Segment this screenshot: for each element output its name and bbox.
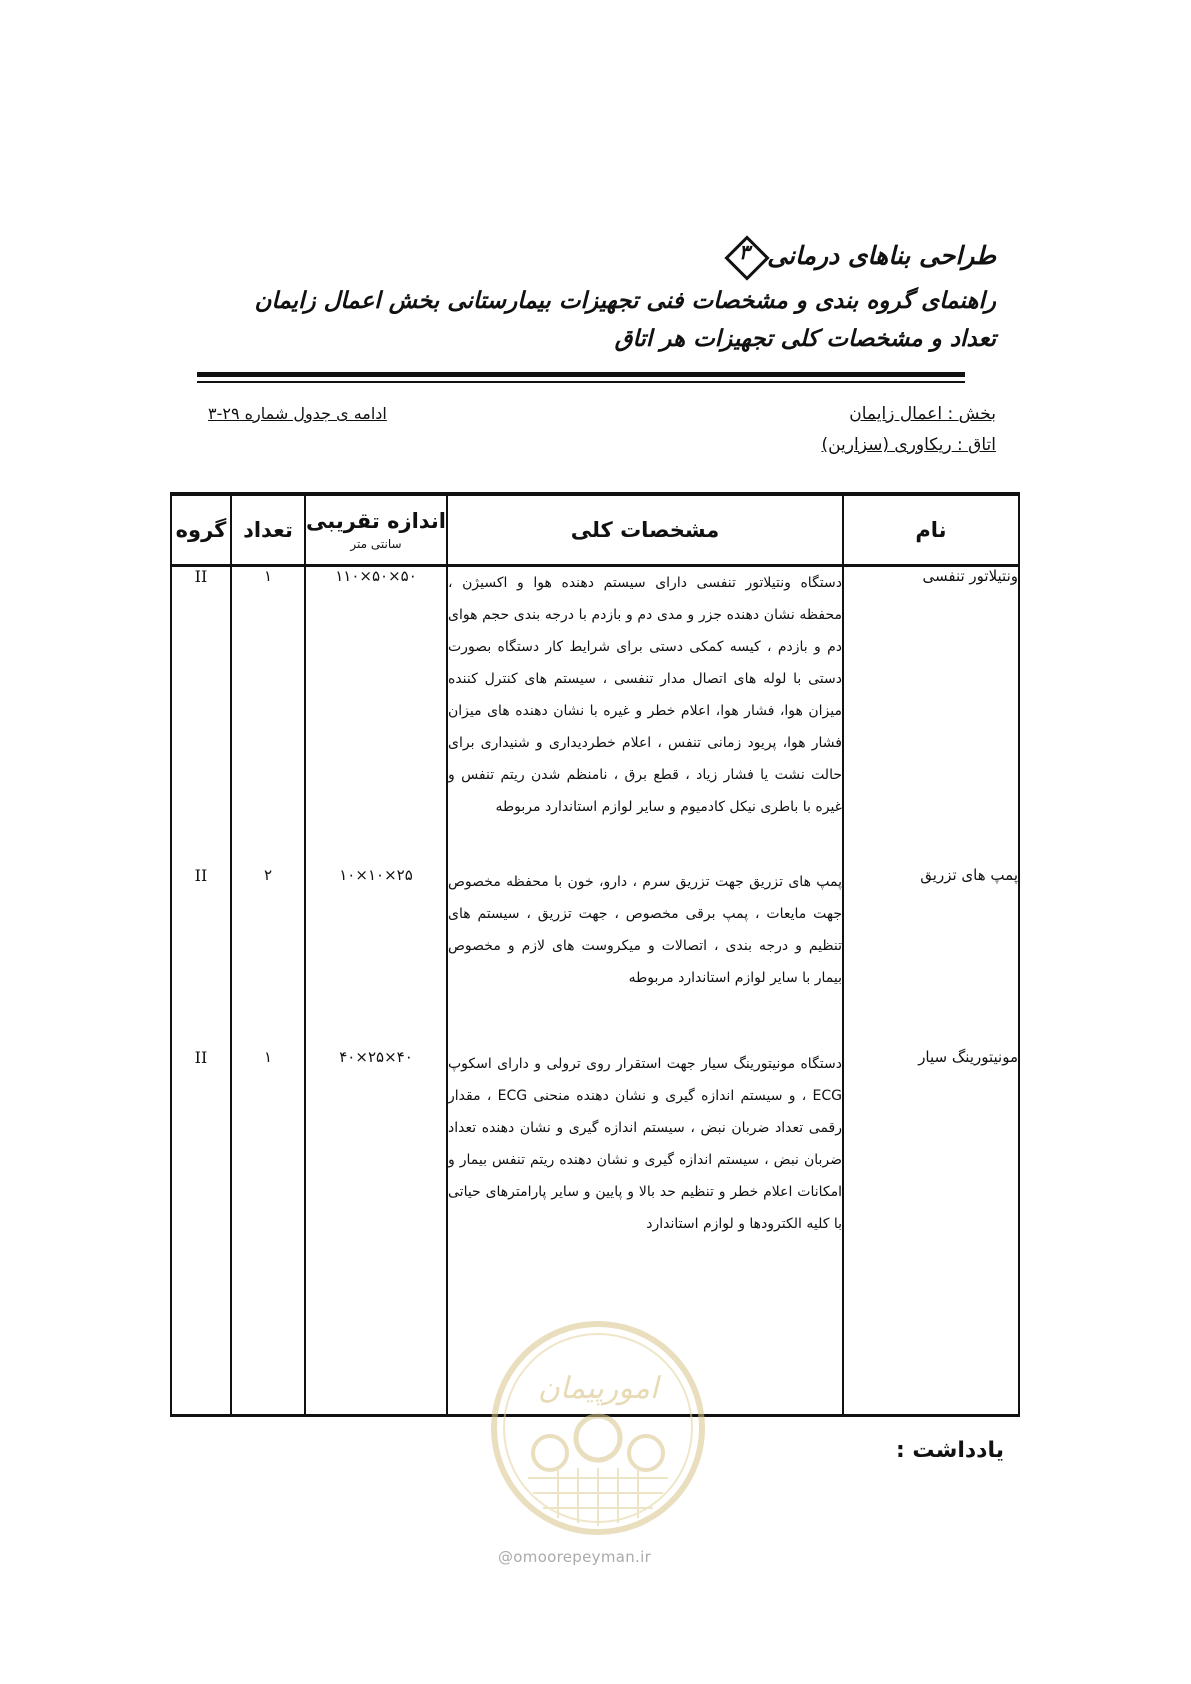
header-size-unit: سانتی متر (350, 537, 402, 551)
department-line: بخش : اعمال زایمان (849, 404, 996, 424)
cell-qty: ۲ (231, 866, 305, 1048)
note-label: یادداشت : (895, 1438, 1004, 1463)
header-rule-thin (197, 381, 965, 383)
table-header-row (171, 494, 1019, 566)
book-title (727, 238, 996, 272)
table-row (171, 866, 1019, 1048)
header-group: گروه (171, 494, 231, 566)
cell-name: پمپ های تزریق (843, 866, 1019, 1048)
cell-spec: دستگاه ونتیلاتور تنفسی دارای سیستم دهنده هوا و اکسیژن ، محفظه نشان دهنده جزر و مدی دم و بازدم با درجه بندی حجم هوای دم و بازدم ، کیسه کمکی دستی برای شرایط کار دستگاه بصورت دستی با لوله های اتصال مدار تنفسی ، سیستم های کنترل کننده میزان هوا، فشار هوا، اعلام خطر و غیره با نشان دهنده های میزان فشار هوا، پریود زمانی تنفس ، اعلام خطردیداری و شنیداری برای حالت نشت یا فشار زیاد ، قطع برق ، نامنظم شدن ریتم تنفس و غیره با باطری نیکل کادمیوم و سایر لوازم استاندارد مربوطه (447, 566, 843, 866)
cell-group: II (171, 1048, 231, 1416)
table-continuation: ادامه ی جدول شماره ۲۹-۳ (208, 404, 387, 423)
equipment-table (170, 492, 1020, 1417)
cell-spec: پمپ های تزریق جهت تزریق سرم ، دارو، خون با محفظه مخصوص جهت مایعات ، پمپ برقی مخصوص ، جهت تزریق ، سیستم های تنظیم و درجه بندی ، اتصالات و میکروست های لازم و مخصوص بیمار با سایر لوازم استاندارد مربوطه (447, 866, 843, 1048)
cell-name: مونیتورینگ سیار (843, 1048, 1019, 1416)
book-number: ۳ (738, 240, 750, 264)
watermark-logo-text: امورپیمان (537, 1371, 659, 1406)
header-rule-thick (197, 372, 965, 377)
cell-size: ۲۵×۱۰×۱۰ (305, 866, 447, 1048)
room-value: ریکاوری (سزارین) (821, 435, 952, 455)
cell-group: II (171, 866, 231, 1048)
cell-size: ۴۰×۲۵×۴۰ (305, 1048, 447, 1416)
department-value: اعمال زایمان (849, 404, 943, 424)
watermark-url: @omoorepeyman.ir (498, 1548, 652, 1566)
header-size (305, 494, 447, 566)
cell-spec: دستگاه مونیتورینگ سیار جهت استقرار روی ترولی و دارای اسکوپ ECG ، و سیستم اندازه گیری و نشان دهنده منحنی ECG ، مقدار رقمی تعداد ضربان نبض ، سیستم اندازه گیری و نشان دهنده تعداد ضربان نبض ، سیستم اندازه گیری و نشان دهنده ریتم تنفس بیمار و امکانات اعلام خطر و تنظیم حد بالا و پایین و سایر پارامترهای حیاتی با کلیه الکترودها و لوازم استاندارد (447, 1048, 843, 1416)
cell-size: ۵۰×۵۰×۱۱۰ (305, 566, 447, 866)
cell-qty: ۱ (231, 1048, 305, 1416)
room-label: اتاق (968, 435, 996, 455)
room-line: اتاق : ریکاوری (سزارین) (821, 435, 996, 455)
header-qty: تعداد (231, 494, 305, 566)
department-label: بخش (958, 404, 996, 424)
cell-qty: ۱ (231, 566, 305, 866)
header-spec: مشخصات کلی (447, 494, 843, 566)
book-number-badge (727, 238, 761, 272)
header-name: نام (843, 494, 1019, 566)
watermark-logo (488, 1318, 708, 1538)
document-subtitle: راهنمای گروه بندی و مشخصات فنی تجهیزات بیمارستانی بخش اعمال زایمان (254, 288, 996, 314)
section-title: تعداد و مشخصات کلی تجهیزات هر اتاق (614, 326, 996, 352)
watermark-seal-icon (488, 1318, 708, 1538)
book-title-text: طراحی بناهای درمانی (767, 240, 996, 270)
cell-name: ونتیلاتور تنفسی (843, 566, 1019, 866)
header-size-label: اندازه تقریبی (306, 509, 446, 533)
table-row (171, 566, 1019, 866)
cell-group: II (171, 566, 231, 866)
